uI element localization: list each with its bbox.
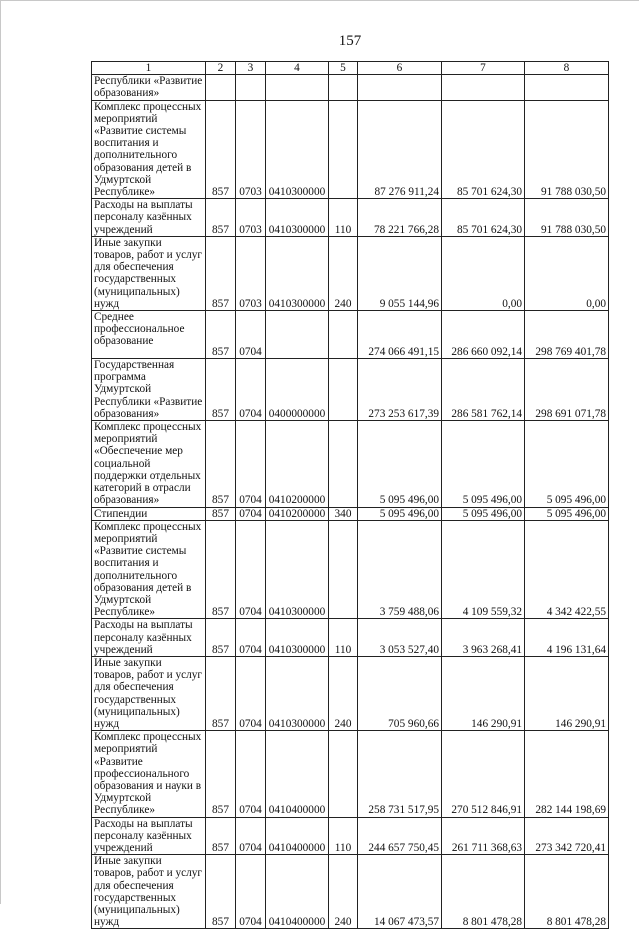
amount-year1-cell: 78 221 766,28 — [358, 199, 442, 237]
item-name-cell: Комплекс процессных мероприятий «Развитие системы воспитания и дополнительного образования детей в Удмуртской Республике» — [92, 100, 206, 199]
budget-table — [91, 61, 609, 929]
amount-year2-cell — [442, 75, 525, 100]
item-name-cell: Иные закупки товаров, работ и услуг для обеспечения государственных (муниципальных) нужд — [92, 236, 206, 310]
expense-type-cell: 340 — [329, 507, 358, 520]
amount-year1-cell: 274 066 491,15 — [358, 311, 442, 359]
header-cell: 2 — [206, 62, 236, 75]
expense-type-cell — [329, 520, 358, 619]
section-cell: 0704 — [236, 507, 266, 520]
target-article-cell: 0410400000 — [266, 731, 329, 817]
chapter-cell: 857 — [206, 100, 236, 199]
section-cell: 0704 — [236, 359, 266, 421]
table-row — [92, 855, 609, 929]
table-row — [92, 199, 609, 237]
item-name-cell: Комплекс процессных мероприятий «Развитие профессионального образования и науки в Удмуртской Республике» — [92, 731, 206, 817]
target-article-cell: 0400000000 — [266, 359, 329, 421]
header-cell: 1 — [92, 62, 206, 75]
expense-type-cell: 240 — [329, 855, 358, 929]
amount-year2-cell: 5 095 496,00 — [442, 507, 525, 520]
section-cell: 0704 — [236, 520, 266, 619]
header-cell: 7 — [442, 62, 525, 75]
target-article-cell: 0410300000 — [266, 656, 329, 730]
amount-year1-cell: 5 095 496,00 — [358, 421, 442, 507]
target-article-cell: 0410300000 — [266, 619, 329, 657]
target-article-cell — [266, 311, 329, 359]
table-row — [92, 236, 609, 310]
section-cell: 0703 — [236, 100, 266, 199]
amount-year2-cell: 146 290,91 — [442, 656, 525, 730]
expense-type-cell: 110 — [329, 199, 358, 237]
target-article-cell: 0410400000 — [266, 817, 329, 855]
expense-type-cell: 110 — [329, 619, 358, 657]
amount-year3-cell: 298 769 401,78 — [525, 311, 609, 359]
amount-year2-cell: 85 701 624,30 — [442, 199, 525, 237]
table-row — [92, 656, 609, 730]
header-cell: 6 — [358, 62, 442, 75]
expense-type-cell — [329, 731, 358, 817]
item-name-cell: Иные закупки товаров, работ и услуг для обеспечения государственных (муниципальных) нужд — [92, 855, 206, 929]
header-cell: 3 — [236, 62, 266, 75]
chapter-cell: 857 — [206, 421, 236, 507]
expense-type-cell: 240 — [329, 656, 358, 730]
table-row — [92, 507, 609, 520]
amount-year1-cell: 3 759 488,06 — [358, 520, 442, 619]
chapter-cell: 857 — [206, 311, 236, 359]
amount-year3-cell: 8 801 478,28 — [525, 855, 609, 929]
chapter-cell: 857 — [206, 199, 236, 237]
amount-year3-cell: 273 342 720,41 — [525, 817, 609, 855]
amount-year3-cell: 91 788 030,50 — [525, 100, 609, 199]
target-article-cell: 0410200000 — [266, 507, 329, 520]
amount-year1-cell: 87 276 911,24 — [358, 100, 442, 199]
target-article-cell — [266, 75, 329, 100]
section-cell: 0704 — [236, 855, 266, 929]
item-name-cell: Комплекс процессных мероприятий «Развитие системы воспитания и дополнительного образования детей в Удмуртской Республике» — [92, 520, 206, 619]
chapter-cell — [206, 75, 236, 100]
item-name-cell: Стипендии — [92, 507, 206, 520]
amount-year1-cell: 9 055 144,96 — [358, 236, 442, 310]
amount-year3-cell: 91 788 030,50 — [525, 199, 609, 237]
amount-year2-cell: 5 095 496,00 — [442, 421, 525, 507]
amount-year3-cell: 5 095 496,00 — [525, 507, 609, 520]
header-cell: 8 — [525, 62, 609, 75]
item-name-cell: Комплекс процессных мероприятий «Обеспечение мер социальной поддержки отдельных категорий в отрасли образования» — [92, 421, 206, 507]
amount-year2-cell: 261 711 368,63 — [442, 817, 525, 855]
target-article-cell: 0410200000 — [266, 421, 329, 507]
target-article-cell: 0410300000 — [266, 236, 329, 310]
chapter-cell: 857 — [206, 731, 236, 817]
amount-year2-cell: 0,00 — [442, 236, 525, 310]
amount-year3-cell — [525, 75, 609, 100]
chapter-cell: 857 — [206, 359, 236, 421]
amount-year2-cell: 286 581 762,14 — [442, 359, 525, 421]
amount-year1-cell — [358, 75, 442, 100]
amount-year1-cell: 3 053 527,40 — [358, 619, 442, 657]
amount-year2-cell: 270 512 846,91 — [442, 731, 525, 817]
section-cell — [236, 75, 266, 100]
expense-type-cell: 240 — [329, 236, 358, 310]
header-row — [92, 62, 609, 75]
amount-year1-cell: 273 253 617,39 — [358, 359, 442, 421]
section-cell: 0703 — [236, 236, 266, 310]
section-cell: 0704 — [236, 731, 266, 817]
amount-year2-cell: 3 963 268,41 — [442, 619, 525, 657]
item-name-cell: Расходы на выплаты персоналу казённых учреждений — [92, 199, 206, 237]
amount-year3-cell: 4 342 422,55 — [525, 520, 609, 619]
expense-type-cell — [329, 100, 358, 199]
expense-type-cell: 110 — [329, 817, 358, 855]
amount-year3-cell: 0,00 — [525, 236, 609, 310]
section-cell: 0704 — [236, 619, 266, 657]
table-row — [92, 817, 609, 855]
item-name-cell: Иные закупки товаров, работ и услуг для обеспечения государственных (муниципальных) нужд — [92, 656, 206, 730]
chapter-cell: 857 — [206, 817, 236, 855]
amount-year2-cell: 4 109 559,32 — [442, 520, 525, 619]
section-cell: 0704 — [236, 421, 266, 507]
amount-year3-cell: 282 144 198,69 — [525, 731, 609, 817]
chapter-cell: 857 — [206, 855, 236, 929]
header-cell: 5 — [329, 62, 358, 75]
table-row — [92, 731, 609, 817]
item-name-cell: Расходы на выплаты персоналу казённых учреждений — [92, 817, 206, 855]
expense-type-cell — [329, 75, 358, 100]
page-number: 157 — [338, 33, 362, 49]
expense-type-cell — [329, 359, 358, 421]
chapter-cell: 857 — [206, 520, 236, 619]
section-cell: 0704 — [236, 656, 266, 730]
table-row — [92, 75, 609, 100]
section-cell: 0704 — [236, 817, 266, 855]
item-name-cell: Республики «Развитие образования» — [92, 75, 206, 100]
amount-year3-cell: 146 290,91 — [525, 656, 609, 730]
table-row — [92, 619, 609, 657]
item-name-cell: Государственная программа Удмуртской Республики «Развитие образования» — [92, 359, 206, 421]
target-article-cell: 0410400000 — [266, 855, 329, 929]
amount-year3-cell: 4 196 131,64 — [525, 619, 609, 657]
section-cell: 0704 — [236, 311, 266, 359]
table-row — [92, 100, 609, 199]
amount-year3-cell: 298 691 071,78 — [525, 359, 609, 421]
amount-year3-cell: 5 095 496,00 — [525, 421, 609, 507]
chapter-cell: 857 — [206, 656, 236, 730]
amount-year2-cell: 286 660 092,14 — [442, 311, 525, 359]
chapter-cell: 857 — [206, 507, 236, 520]
item-name-cell: Среднее профессиональное образование — [92, 311, 206, 359]
chapter-cell: 857 — [206, 619, 236, 657]
target-article-cell: 0410300000 — [266, 520, 329, 619]
expense-type-cell — [329, 311, 358, 359]
table-row — [92, 421, 609, 507]
amount-year1-cell: 244 657 750,45 — [358, 817, 442, 855]
table-row — [92, 359, 609, 421]
amount-year2-cell: 85 701 624,30 — [442, 100, 525, 199]
amount-year1-cell: 705 960,66 — [358, 656, 442, 730]
section-cell: 0703 — [236, 199, 266, 237]
amount-year1-cell: 5 095 496,00 — [358, 507, 442, 520]
amount-year1-cell: 258 731 517,95 — [358, 731, 442, 817]
amount-year2-cell: 8 801 478,28 — [442, 855, 525, 929]
amount-year1-cell: 14 067 473,57 — [358, 855, 442, 929]
target-article-cell: 0410300000 — [266, 199, 329, 237]
chapter-cell: 857 — [206, 236, 236, 310]
table-row — [92, 520, 609, 619]
header-cell: 4 — [266, 62, 329, 75]
table-row — [92, 311, 609, 359]
item-name-cell: Расходы на выплаты персоналу казённых учреждений — [92, 619, 206, 657]
expense-type-cell — [329, 421, 358, 507]
target-article-cell: 0410300000 — [266, 100, 329, 199]
